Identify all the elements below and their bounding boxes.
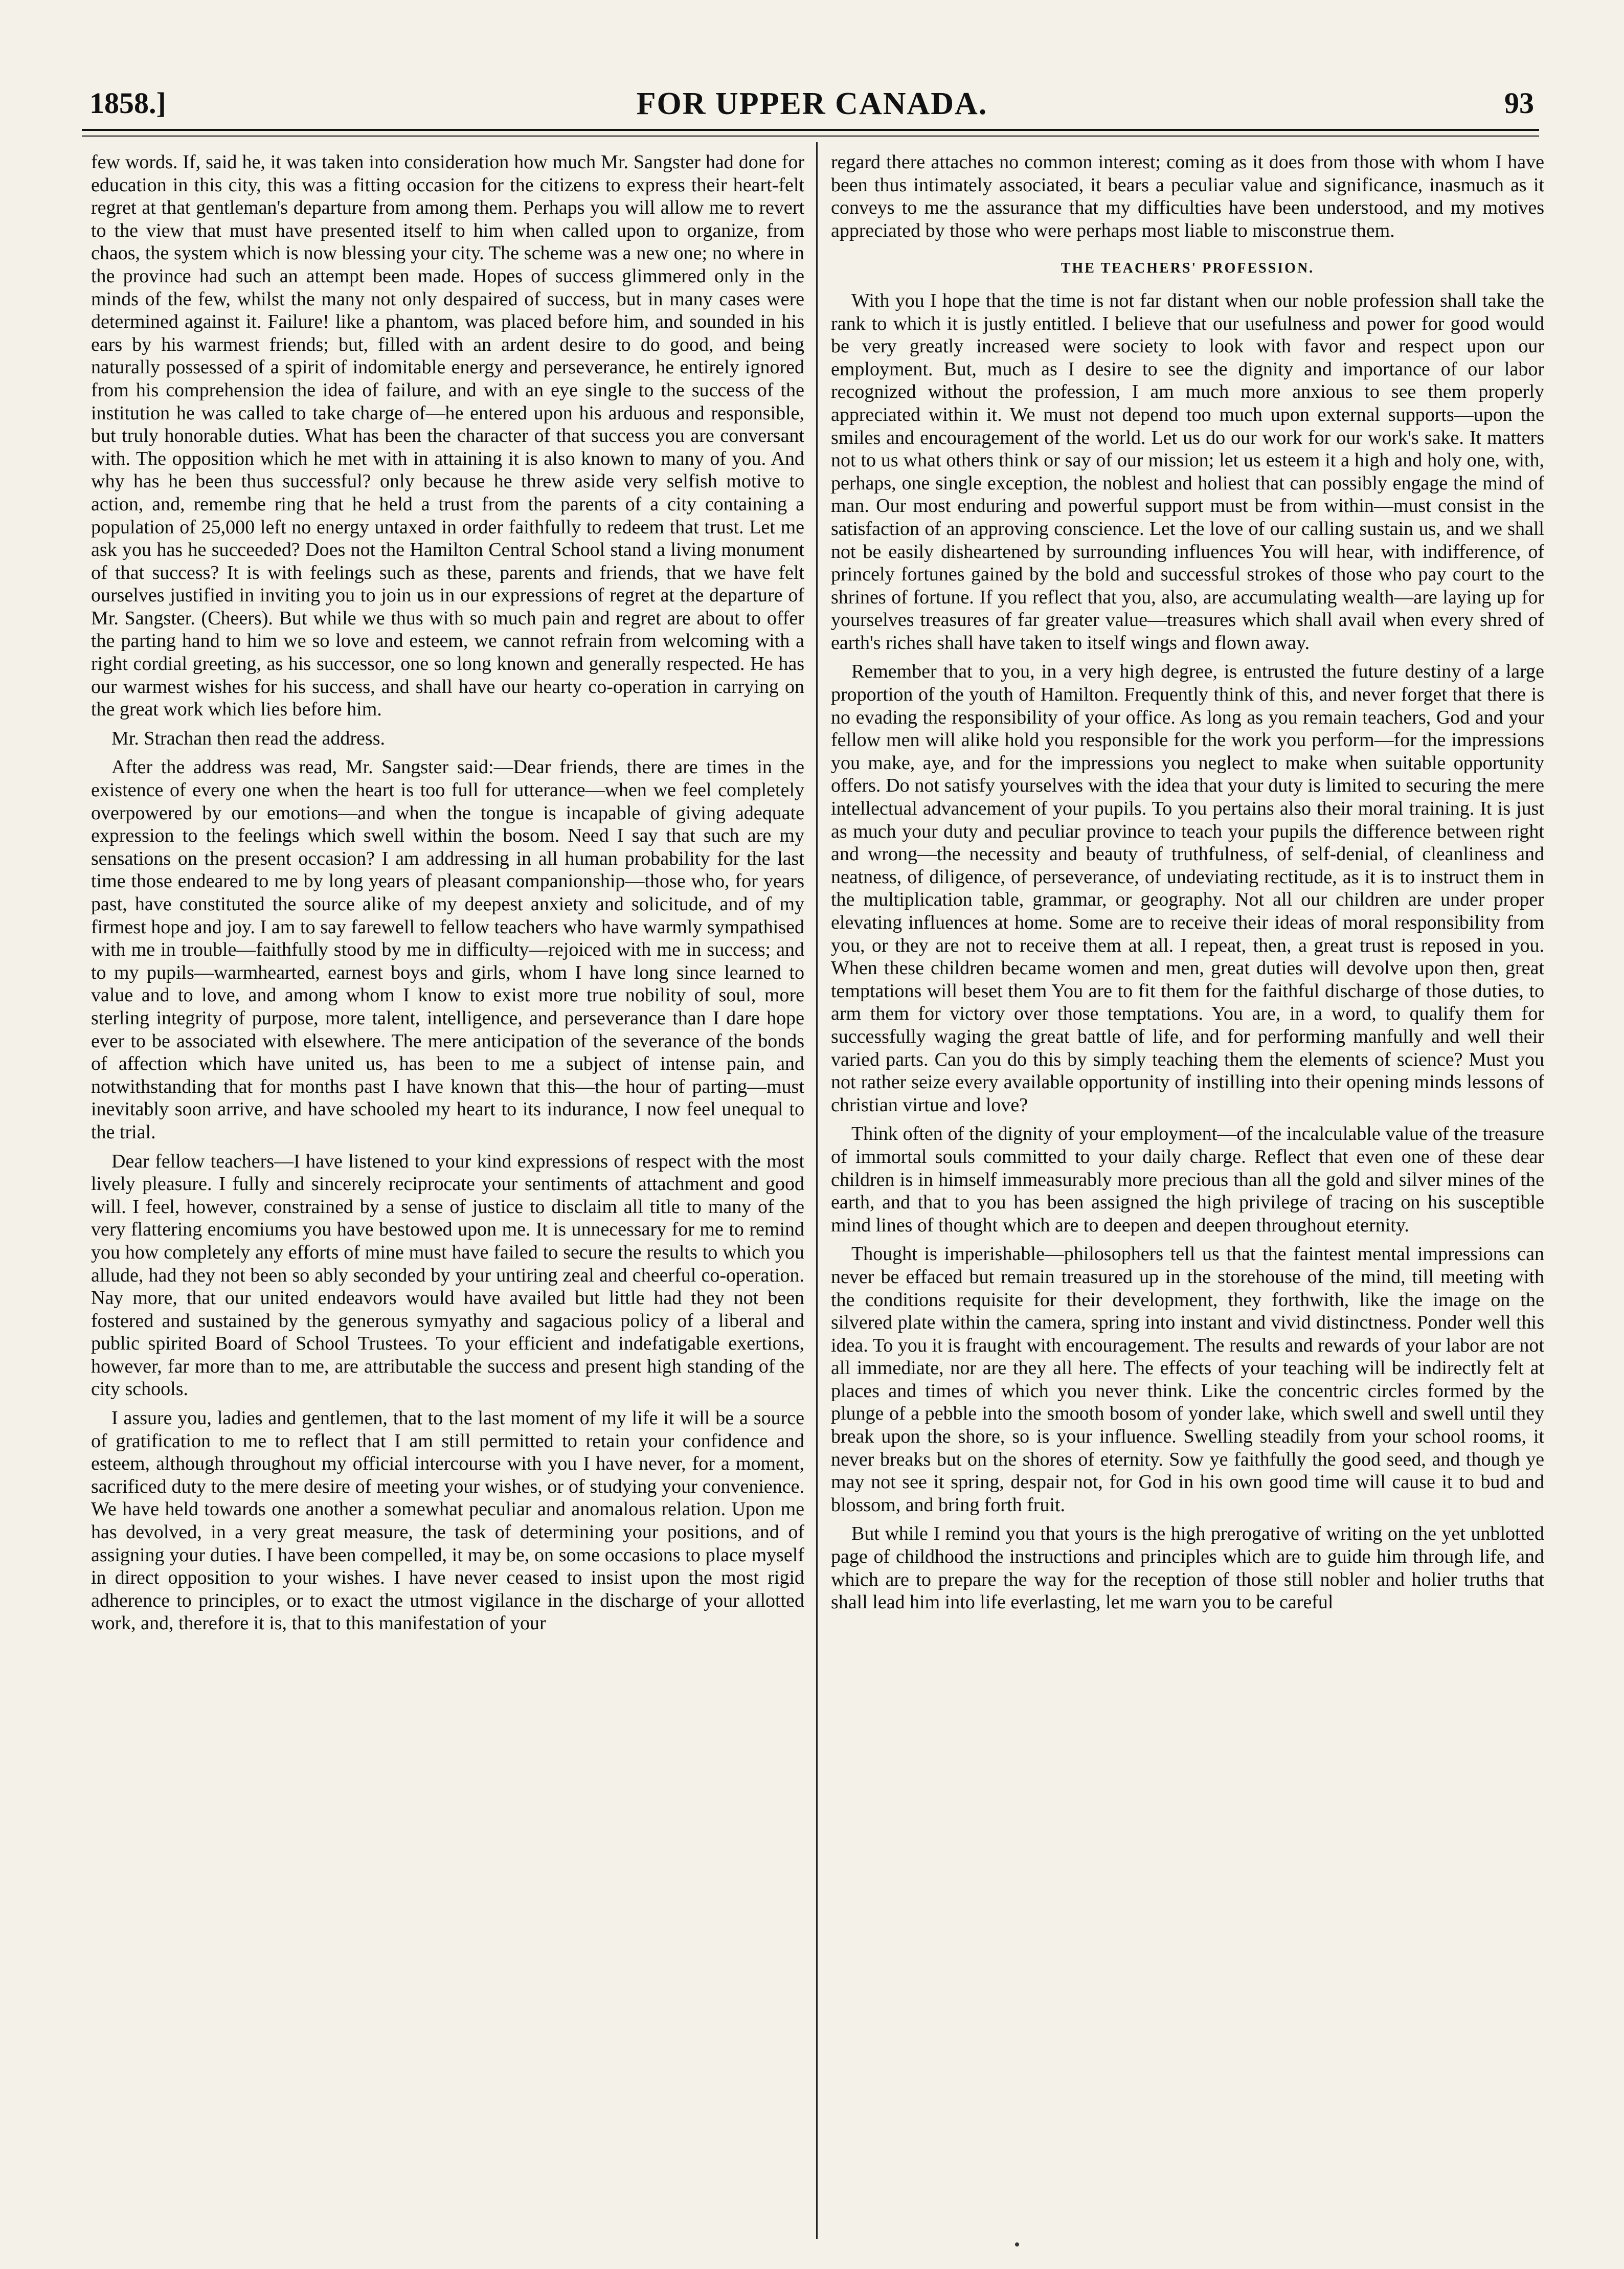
page-number: 93: [1504, 86, 1534, 120]
paragraph: Mr. Strachan then read the address.: [111, 727, 385, 749]
paragraph: But while I remind you that yours is the high prerogative of writing on the yet unblotted page of childhood the instructions and principles which are to guide him through life, and which are to prepare the way for the reception of those still nobler and holier truths that shall lead him into life everlasting, let me warn you to be careful: [831, 1523, 1544, 1613]
column-divider: [816, 142, 818, 2239]
paragraph: Dear fellow teachers—I have listened to your kind expressions of respect with the most lively pleasure. I fully and sincerely reciprocate your sentiments of attachment and good will. I feel, however, constrained by a sense of justice to disclaim all title to many of the very flattering encomiums you have bestowed upon me. It is unnecessary for me to remind you how completely any efforts of mine must have failed to secure the results to which you allude, had they not been so ably seconded by your untiring zeal and cheerful co-operation. Nay more, that our united endeavors would have availed but little had they not been fostered and sustained by the generous symyathy and sagacious policy of a liberal and public spirited Board of School Trustees. To your efficient and indefatigable exertions, however, far more than to me, are attributable the success and present high standing of the city schools.: [91, 1150, 804, 1400]
paragraph: I assure you, ladies and gentlemen, that to the last moment of my life it will be a source of gratification to me to reflect that I am still permitted to retain your confidence and esteem, although throughout my official intercourse with you I have never, for a moment, sacrificed duty to the mere desire of meeting your wishes, or of studying your convenience. We have held towards one another a somewhat peculiar and anomalous relation. Upon me has devolved, in a very great measure, the task of determining your positions, and of assigning your duties. I have been compelled, it may be, on some occasions to place myself in direct opposition to your wishes. I have never ceased to insist upon the most rigid adherence to principles, or to exact the utmost vigilance in the discharge of your allotted work, and, therefore it is, that to this manifestation of your: [91, 1407, 804, 1634]
paragraph: few words. If, said he, it was taken into consideration how much Mr. Sangster had done for education in this city, this was a fitting occasion for the citizens to express their heart-felt regret at that gentleman's departure from among them. Perhaps you will allow me to revert to the view that must have presented itself to him when called upon to organize, from chaos, the system which is now blessing your city. The scheme was a new one; no where in the province had such an attempt been made. Hopes of success glimmered only in the minds of the few, whilst the many not only despaired of success, but in many cases were determined against it. Failure! like a phantom, was placed before him, and sounded in his ears by his warmest friends; but, filled with an ardent desire to do good, and being naturally possessed of a spirit of indomitable energy and perseverance, he entirely ignored from his comprehension the idea of failure, and with an eye single to the success of the institution he was called to take charge of—he entered upon his arduous and responsible, but truly honorable duties. What has been the character of that success you are conversant with. The opposition which he met with in attaining it is also known to many of you. And why has he been thus successful? only because he threw aside very selfish motive to action, and, remembe ring that he held a trust from the parents of a city containing a population of 25,000 left no energy untaxed in order faithfully to redeem that trust. Let me ask you has he succeeded? Does not the Hamilton Central School stand a living monument of that success? It is with feelings such as these, parents and friends, that we have felt ourselves justified in inviting you to join us in our expressions of regret at the departure of Mr. Sangster. (Cheers). But while we thus with so much pain and regret are about to offer the parting hand to him we so love and esteem, we cannot refrain from welcoming with a right cordial greeting, as his successor, one so long known and generally respected. He has our warmest wishes for his success, and shall have our hearty co-operation in carrying on the great work which lies before him.: [91, 151, 804, 721]
left-column: [91, 151, 804, 2242]
paragraph: regard there attaches no common interest; coming as it does from those with whom I have been thus intimately associated, it bears a peculiar value and significance, inasmuch as it conveys to me the assurance that my difficulties have been understood, and my motives appreciated by those who were perhaps most liable to misconstrue them.: [831, 151, 1544, 241]
running-title: FOR UPPER CANADA.: [636, 86, 988, 121]
paragraph: With you I hope that the time is not far distant when our noble profession shall take the rank to which it is justly entitled. I believe that our usefulness and power for good would be very greatly increased were society to look with favor and respect upon our employment. But, much as I desire to see the dignity and importance of our labor recognized without the profession, I am much more anxious to see them properly appreciated within it. We must not depend too much upon external supports—upon the smiles and encouragement of the world. Let us do our work for our work's sake. It matters not to us what others think or say of our mission; let us esteem it a high and holy one, with, perhaps, one single exception, the noblest and holiest that can possibly engage the mind of man. Our most enduring and powerful support must be from within—must consist in the satisfaction of an approving conscience. Let the love of our calling sustain us, and we shall not be easily disheartened by surrounding influences You will hear, with indifference, of princely fortunes gained by the bold and successful strokes of those who pay court to the shrines of fortune. If you reflect that you, also, are accumulating wealth—are laying up for yourselves treasures of far greater value—treasures which shall avail when every shred of earth's riches shall have taken to itself wings and flown away.: [831, 289, 1544, 654]
paragraph: Thought is imperishable—philosophers tell us that the faintest mental impressions can never be effaced but remain treasured up in the storehouse of the mind, till meeting with the conditions requisite for their development, they forthwith, like the image on the silvered plate within the camera, spring into instant and vivid distinctness. Ponder well this idea. To you it is fraught with encouragement. The results and rewards of your labor are not all immediate, nor are they all here. The effects of your teaching will be indirectly felt at places and times of which you never think. Like the concentric circles formed by the plunge of a pebble into the smooth bosom of yonder lake, which swell and swell until they break upon the shore, so is your influence. Swelling steadily from your school rooms, it never breaks but on the shores of eternity. Sow ye faithfully the good seed, and though ye may not see it spring, despair not, for God in his own good time will cause it to bud and blossom, and bring forth fruit.: [831, 1243, 1544, 1516]
ink-speck: [1015, 2242, 1019, 2246]
paragraph: After the address was read, Mr. Sangster said:—Dear friends, there are times in the existence of every one when the heart is too full for utterance—when we feel completely overpowered by our emotions—and when the tongue is incapable of giving adequate expression to the feelings which swell within the bosom. Need I say that such are my sensations on the present occasion? I am addressing in all human probability for the last time those endeared to me by long years of pleasant companionship—those who, for years past, have constituted the source alike of my deepest anxiety and solicitude, and of my firmest hope and joy. I am to say farewell to fellow teachers who have warmly sympathised with me in trouble—faithfully stood by me in difficulty—rejoiced with me in success; and to my pupils—warmhearted, earnest boys and girls, whom I have long since learned to value and to love, and among whom I know to exist more true nobility of soul, more sterling integrity of purpose, more talent, intelligence, and perseverance than I dare hope ever to be associated with elsewhere. The mere anticipation of the severance of the bonds of affection which have united us, has been to me a subject of intense pain, and notwithstanding that for months past I have known that this—the hour of parting—must inevitably soon arrive, and have schooled my heart to its indurance, I now feel unequal to the trial.: [91, 756, 804, 1143]
paragraph: Think often of the dignity of your employment—of the incalculable value of the treasure of immortal souls committed to your daily charge. Reflect that even one of these dear children is in himself immeasurably more precious than all the gold and silver mines of the earth, and that to you has been assigned the high privilege of tracing on his susceptible mind lines of thought which are to deepen and deepen throughout eternity.: [831, 1123, 1544, 1236]
right-column: [831, 151, 1544, 2242]
header-year: 1858.]: [89, 86, 166, 120]
header-rule-thick: [82, 129, 1539, 131]
paragraph: Remember that to you, in a very high degree, is entrusted the future destiny of a large proportion of the youth of Hamilton. Frequently think of this, and never forget that there is no evading the responsibility of your office. As long as you remain teachers, God and your fellow men will alike hold you responsible for the work you perform—for the impressions you make, aye, and for the impressions you neglect to make when suitable opportunity offers. Do not satisfy yourselves with the idea that your duty is limited to securing the mere intellectual advancement of your pupils. To you pertains also their moral training. It is just as much your duty and peculiar province to teach your pupils the difference between right and wrong—the necessity and beauty of truthfulness, of self-denial, of cleanliness and neatness, of diligence, of perseverance, of undeviating rectitude, as it is to instruct them in the multiplication table, grammar, or geography. Not all our children are under proper elevating influences at home. Some are to receive their ideas of moral responsibility from you, or they are not to receive them at all. I repeat, then, a great trust is reposed in you. When these children became women and men, great duties will devolve upon then, great temptations will beset them You are to fit them for the faithful discharge of those duties, to arm them for victory over those temptations. You are, in a word, to qualify them for successfully waging the great battle of life, and for performing manfully and well their varied parts. Can you do this by simply teaching them the elements of science? Must you not rather seize every available opportunity of instilling into their opening minds lessons of christian virtue and love?: [831, 661, 1544, 1116]
header-rule-thin: [82, 136, 1539, 137]
section-heading: THE TEACHERS' PROFESSION.: [1061, 260, 1315, 277]
